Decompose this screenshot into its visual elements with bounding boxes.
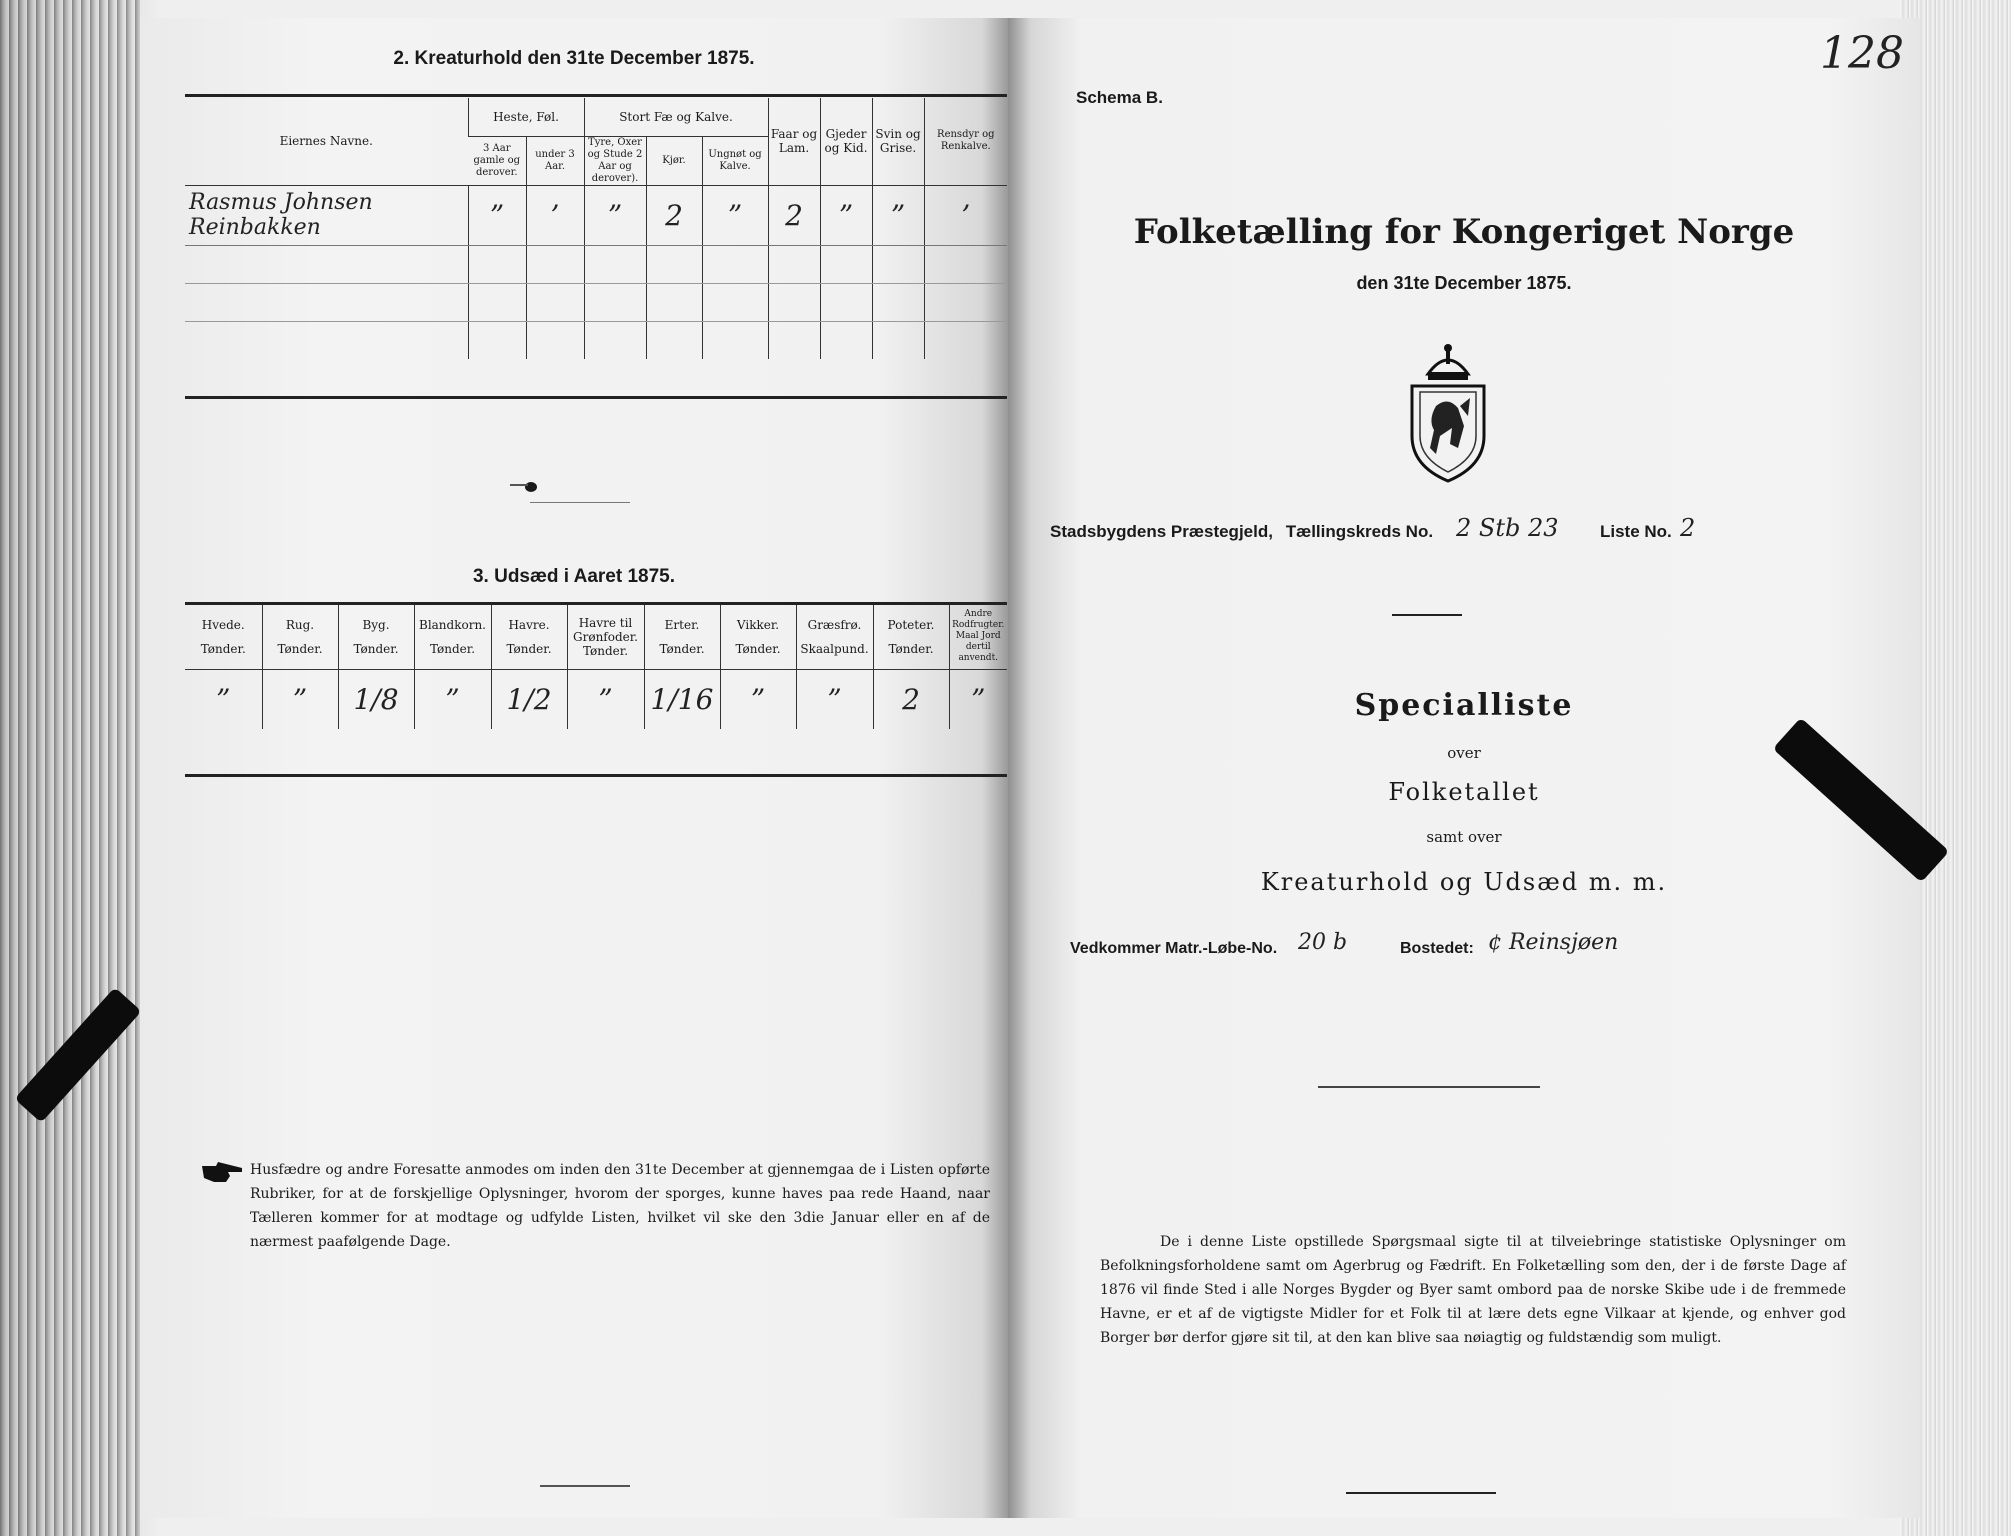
cell-potatoes: 2: [873, 669, 949, 729]
district-value: 2 Stb 23: [1456, 514, 1559, 542]
cell-reindeer: ’: [924, 185, 1007, 245]
main-subtitle: den 31te December 1875.: [1356, 273, 1572, 293]
header-goats: Gjeder og Kid.: [820, 98, 872, 185]
header-vetch: Vikker. Tønder.: [720, 605, 796, 669]
header-peas: Erter. Tønder.: [644, 605, 720, 669]
book-page-edges-left: [0, 0, 140, 1536]
table-row: [185, 185, 1007, 245]
cell-grass-seed: ”: [796, 669, 873, 729]
cell-cattle-bulls: ”: [584, 185, 646, 245]
table-row: [185, 669, 1007, 729]
header-mixed-grain: Blandkorn. Tønder.: [414, 605, 491, 669]
header-cattle-young: Ungnøt og Kalve.: [702, 136, 768, 185]
bosted-label: Bostedet:: [1400, 940, 1474, 957]
sowing-header-row: [185, 605, 1007, 669]
sowing-table: [185, 605, 1007, 729]
header-wheat: Hvede. Tønder.: [185, 605, 262, 669]
header-oats: Havre. Tønder.: [491, 605, 567, 669]
section2-title: 2. Kreaturhold den 31te December 1875.: [393, 48, 755, 69]
header-barley: Byg. Tønder.: [338, 605, 414, 669]
livestock-sowing-title: Kreaturhold og Udsæd m. m.: [1260, 868, 1668, 896]
cell-rye: ”: [262, 669, 338, 729]
list-label: Liste No.: [1600, 522, 1672, 541]
coat-of-arms-icon: [1398, 336, 1498, 486]
district-label: Tællingskreds No.: [1285, 522, 1434, 541]
cell-mixed-grain: ”: [414, 669, 491, 729]
page-number: 128: [1820, 28, 1904, 79]
cell-oats: 1/2: [491, 669, 567, 729]
bosted-value: ¢ Reinsjøen: [1488, 930, 1619, 955]
section3-title: 3. Udsæd i Aaret 1875.: [472, 566, 676, 587]
matr-label: Vedkommer Matr.-Løbe-No.: [1070, 940, 1278, 957]
population-title: Folketallet: [1388, 778, 1540, 806]
header-pigs: Svin og Grise.: [872, 98, 924, 185]
cell-barley: 1/8: [338, 669, 414, 729]
header-other-roots: Andre Rodfrugter. Maal Jord dertil anvendt.: [949, 605, 1007, 669]
cell-cattle-young: ”: [702, 185, 768, 245]
header-cattle: Stort Fæ og Kalve.: [584, 98, 768, 136]
cell-horses-under3: ’: [526, 185, 584, 245]
cell-peas: 1/16: [644, 669, 720, 729]
matr-value: 20 b: [1298, 930, 1348, 955]
footer-paragraph: De i denne Liste opstillede Spørgsmaal sigte til at tilveiebringe statistiske Oplysninger om Befolkningsforholdene samt om Agerbrug og Fædrift. En Folketælling som den, der i de første Dage af 1876 vil finde Sted i alle Norges Bygder og Byer samt ombord paa de norske Skibe ude i de fremmede Havne, er et af de vigtigste Midler for et Folk til at lære dets egne Vilkaar at kjende, og enhver god Borger bør derfor gjøre sit til, at den kan blive saa nøiagtig og fuldstændig som muligt.: [1100, 1234, 1846, 1346]
header-grass-seed: Græsfrø. Skaalpund.: [796, 605, 873, 669]
samt-over-text: samt over: [1426, 828, 1502, 846]
cell-cattle-cows: 2: [646, 185, 702, 245]
cell-other-roots: ”: [949, 669, 1007, 729]
header-cattle-bulls: Tyre, Oxer og Stude 2 Aar og derover).: [584, 136, 646, 185]
header-owner-names: Eiernes Navne.: [185, 98, 468, 185]
parish-label: Stadsbygdens Præstegjeld,: [1050, 522, 1273, 541]
cell-sheep: 2: [768, 185, 820, 245]
cell-green-oats: ”: [567, 669, 644, 729]
header-rye: Rug. Tønder.: [262, 605, 338, 669]
owner-name-cell: Rasmus Johnsen Reinbakken: [185, 185, 468, 245]
right-page: [1008, 18, 1920, 1518]
cell-goats: ”: [820, 185, 872, 245]
header-horses-3yr: 3 Aar gamle og derover.: [468, 136, 526, 185]
cell-pigs: ”: [872, 185, 924, 245]
header-sheep: Faar og Lam.: [768, 98, 820, 185]
header-green-oats: Havre til Grønfoder. Tønder.: [567, 605, 644, 669]
parish-line: [1050, 522, 1433, 542]
cell-horses-3yr: ”: [468, 185, 526, 245]
cell-wheat: ”: [216, 682, 231, 716]
over-text-1: over: [1447, 744, 1481, 762]
schema-label: Schema B.: [1076, 88, 1163, 107]
header-horses-under3: under 3 Aar.: [526, 136, 584, 185]
notice-text: Husfædre og andre Foresatte anmodes om inden den 31te December at gjennemgaa de i Listen opførte Rubriker, for at de forskjellige Oplysninger, hvorom der sporges, kunne haves paa rede Haand, naar Tælleren kommer for at modtage og udfylde Listen, hvilket vil ske den 3die Januar eller en af de nærmest paafølgende Dage.: [250, 1162, 990, 1250]
pointing-hand-icon: [200, 1160, 244, 1186]
header-cattle-cows: Kjør.: [646, 136, 702, 185]
left-page: [140, 18, 1008, 1518]
livestock-table: [185, 98, 1007, 359]
header-horses: Heste, Føl.: [468, 98, 584, 136]
cell-vetch: ”: [720, 669, 796, 729]
list-value: 2: [1680, 514, 1696, 542]
main-title: Folketælling for Kongeriget Norge: [1133, 212, 1795, 252]
special-list-title: Specialliste: [1354, 688, 1574, 723]
header-reindeer: Rensdyr og Renkalve.: [924, 98, 1007, 185]
header-potatoes: Poteter. Tønder.: [873, 605, 949, 669]
